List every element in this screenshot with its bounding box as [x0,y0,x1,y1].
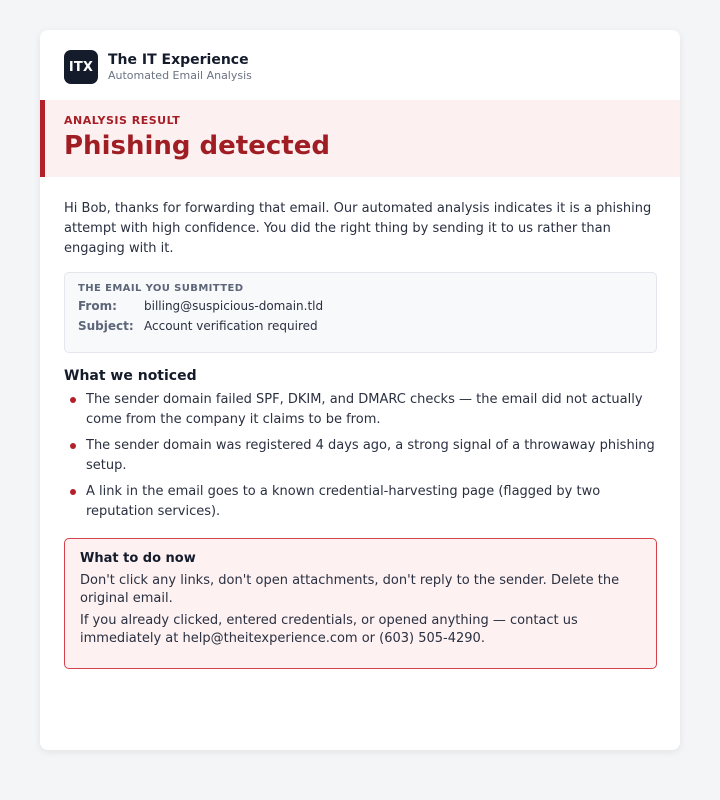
email-report-card [40,30,680,750]
subject-row [78,317,643,335]
subject-label: Subject: [78,319,134,333]
brand-block [108,51,252,83]
from-label: From: [78,299,117,313]
action-title: What to do now [80,551,196,566]
action-text-1: Don't click any links, don't open attachments, don't reply to the sender. Delete the original email. [80,573,620,606]
result-title: Phishing detected [64,131,330,161]
list-item-text: The sender domain failed SPF, DKIM, and DMARC checks — the email did not actually come from the company it claims to be from. [86,392,643,427]
result-eyebrow: ANALYSIS RESULT [64,114,181,127]
analysis-result-banner [40,100,680,177]
list-item-text: The sender domain was registered 4 days ago, a strong signal of a throwaway phishing setup. [86,438,655,473]
bullet-dot-icon [70,443,76,449]
list-item [64,436,660,476]
action-text-2: If you already clicked, entered credentials, or opened anything — contact us immediately at help@theitexperience.com or (603) 505-4290. [80,613,578,646]
action-box [64,538,657,669]
intro-text: Hi Bob, thanks for forwarding that email. Our automated analysis indicates it is a phishing attempt with high confidence. You did the right thing by sending it to us rather than engaging with it. [64,201,652,256]
from-row [78,297,643,315]
from-value: billing@suspicious-domain.tld [144,299,324,313]
subject-value: Account verification required [144,319,318,333]
submitted-email-box [64,272,657,353]
submitted-heading: THE EMAIL YOU SUBMITTED [78,283,244,294]
brand-subtitle: Automated Email Analysis [108,69,252,82]
brand-logo: ITX [64,50,98,84]
list-item [64,482,660,522]
noticed-list [64,390,660,528]
brand-name: The IT Experience [108,52,249,68]
header [64,50,252,84]
bullet-dot-icon [70,489,76,495]
list-item [64,390,660,430]
bullet-dot-icon [70,397,76,403]
list-item-text: A link in the email goes to a known credential-harvesting page (flagged by two reputation services). [86,484,601,519]
noticed-title: What we noticed [64,368,197,384]
